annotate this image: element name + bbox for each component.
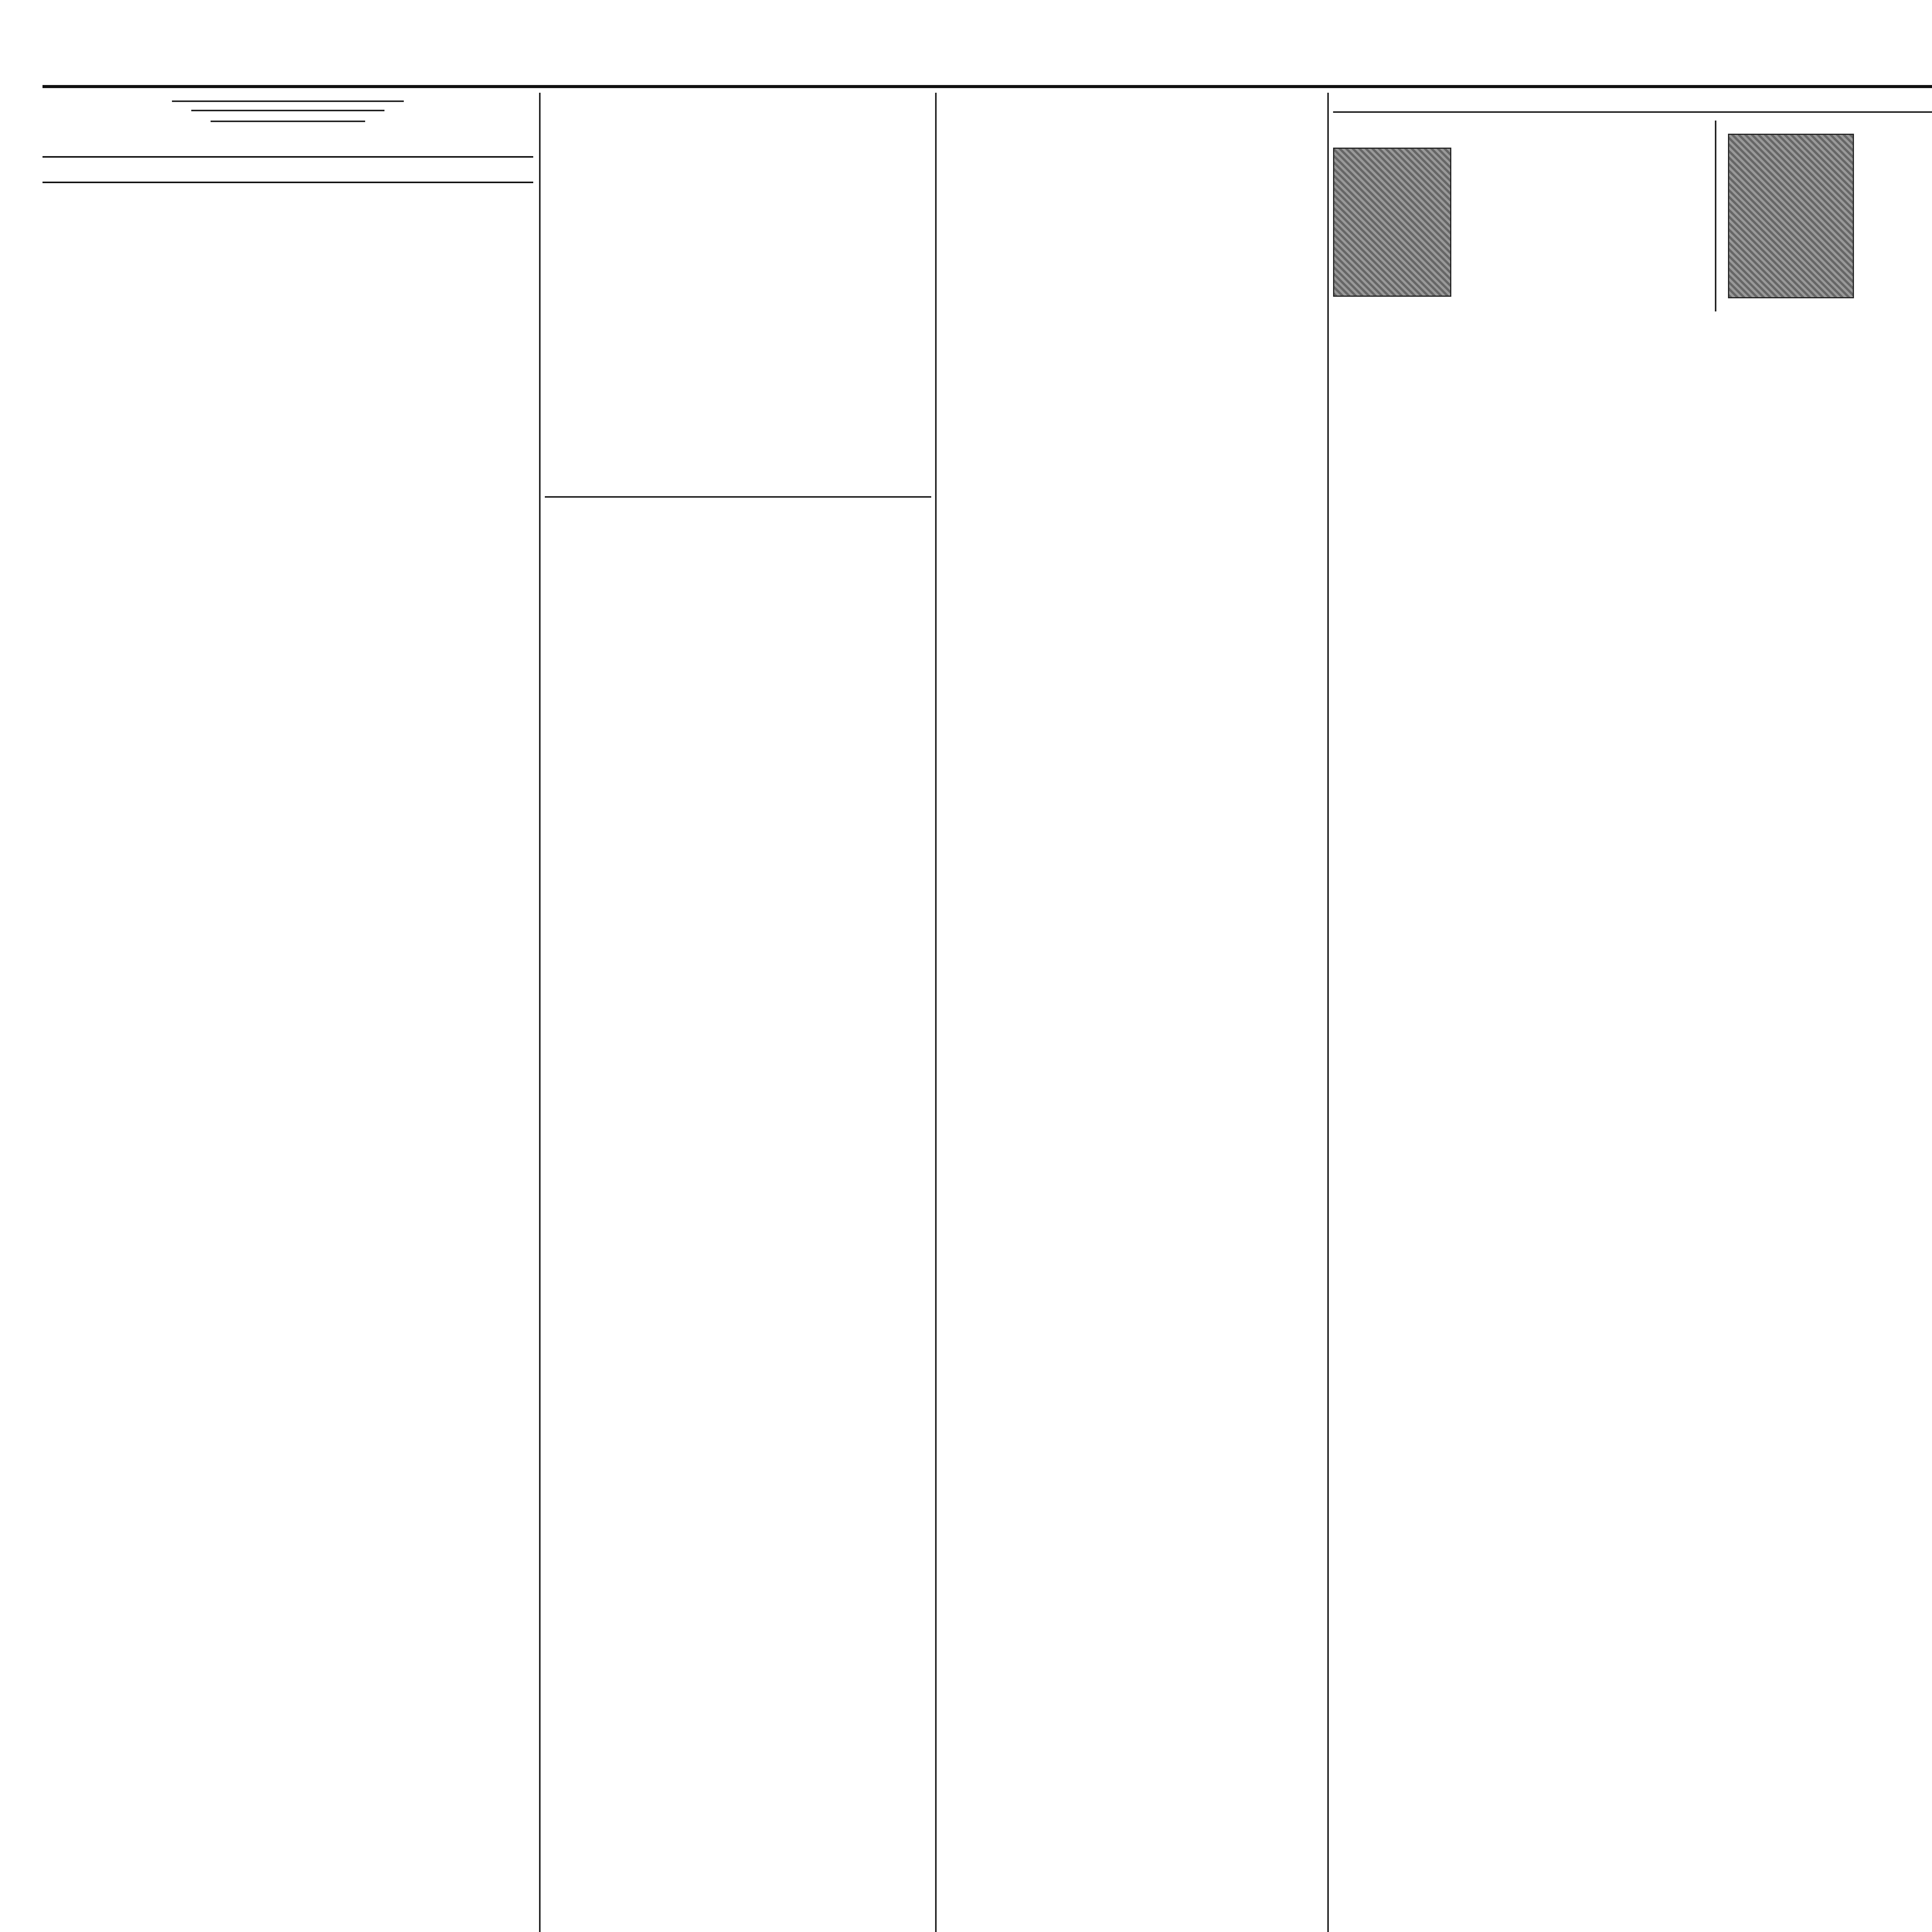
photo-player: [1728, 134, 1854, 298]
rugby-c2p3: [1860, 134, 1932, 293]
turf-column: [43, 93, 533, 1932]
racing-column-3: [941, 93, 1323, 1932]
trotting-column: [545, 483, 931, 1932]
rugby-p9: [1455, 148, 1703, 291]
photo-peter-gemmell: [1333, 148, 1451, 297]
rugby-section: [1333, 93, 1932, 1932]
masthead: [43, 58, 1932, 88]
